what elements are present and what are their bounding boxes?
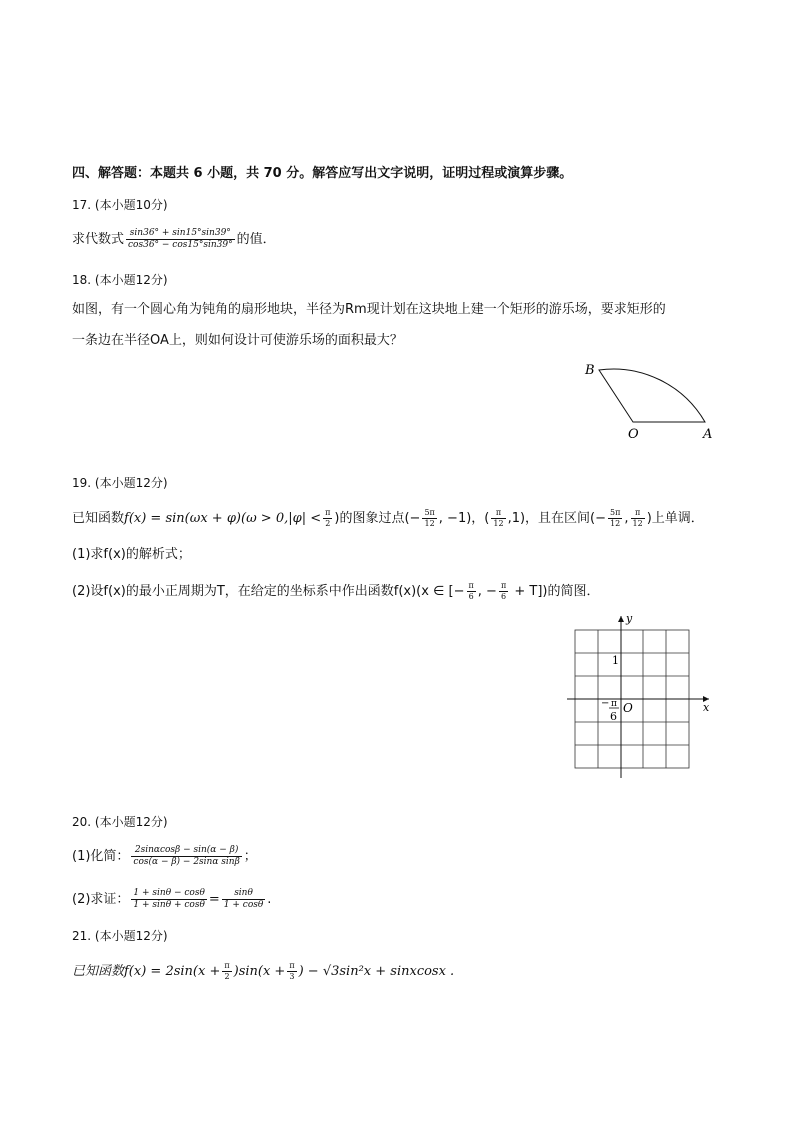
q19-frac-5pi-12b [608, 509, 622, 528]
frac-den: 2 [224, 972, 230, 981]
q20-p2-right-fraction [222, 889, 266, 910]
q19-frac-5pi-12 [422, 509, 436, 528]
frac-den: 1 + sinθ + cosθ [133, 900, 205, 910]
q18-header: 18. (本小题12分) [72, 273, 168, 287]
q17-header: 17. (本小题10分) [72, 198, 168, 212]
frac-den: 12 [424, 519, 435, 528]
q19-p2-frac-pi-6 [467, 582, 476, 601]
q19-p2-text-c: + T])的简图． [510, 584, 600, 599]
coordinate-grid [565, 610, 725, 782]
frac-num: 5π [424, 508, 435, 517]
q19-comma: , [624, 511, 629, 526]
sector-figure [575, 350, 725, 445]
frac-num: 1 + sinθ − cosθ [133, 888, 205, 898]
section-title: 四、解答题：本题共 6 小题，共 70 分。解答应写出文字说明，证明过程或演算步骤。 [72, 166, 573, 181]
q17-fraction [126, 229, 235, 250]
origin-label: O [623, 701, 633, 715]
frac-num: π [289, 961, 295, 970]
q19-part1: (1)求f(x)的解析式； [72, 547, 191, 562]
q18-line2: 一条边在半径OA上，则如何设计可使游乐场的面积最大？ [72, 333, 403, 348]
sector-shape [599, 369, 705, 422]
frac-den: 1 + cosθ [223, 900, 264, 910]
q19-text-c: , −1)，( [438, 511, 490, 526]
frac-den: 12 [493, 519, 504, 528]
q17-statement [72, 229, 276, 250]
frac-num: 2sinαcosβ − sin(α − β) [131, 846, 241, 857]
y-axis-arrow [618, 616, 624, 622]
q20-p2-prefix: (2)求证： [72, 892, 130, 907]
q19-text-e: )上单调． [646, 511, 704, 526]
frac-den: 6 [501, 592, 507, 601]
q20-p1-fraction [131, 846, 241, 867]
q21-text-c: ) − √3sin²x + sinxcosx . [298, 964, 455, 979]
q19-frac-pi-2 [323, 509, 332, 528]
q19-p2-frac-pi-6b [499, 582, 508, 601]
point-B: B [585, 363, 595, 378]
q20-p1-suffix: ； [243, 849, 257, 864]
frac-den: cos(α − β) − 2sinα sinβ [133, 857, 240, 867]
x-axis-label: x [703, 701, 710, 714]
q17-prefix: 求代数式 [72, 232, 125, 247]
q17-denominator: cos36° − cos15°sin39° [128, 240, 233, 250]
tick-label-6: 6 [610, 710, 617, 723]
frac-num: π [325, 508, 331, 517]
q21-frac-pi-2 [222, 962, 231, 981]
q19-p2-text-a: (2)设f(x)的最小正周期为T，在给定的坐标系中作出函数f(x)(x ∈ [− [72, 584, 465, 599]
frac-num: π [224, 961, 230, 970]
frac-num: π [500, 581, 507, 590]
frac-den: 12 [610, 519, 621, 528]
point-O: O [628, 427, 639, 442]
frac-den: 3 [289, 972, 295, 981]
q20-p2-left-fraction [131, 889, 206, 910]
q21-text-a: 已知函数f(x) = 2sin(x + [72, 964, 221, 979]
q19-statement [72, 509, 704, 528]
q20-part1 [72, 846, 257, 867]
q19-text-d: ,1)，且在区间(− [507, 511, 607, 526]
q19-p2-text-b: , − [477, 584, 497, 599]
q20-p1-prefix: (1)化简： [72, 849, 130, 864]
q21-statement [72, 962, 454, 981]
q20-header: 20. (本小题12分) [72, 815, 168, 829]
q21-header: 21. (本小题12分) [72, 929, 168, 943]
frac-num: π [631, 509, 645, 519]
y-axis-label: y [626, 612, 633, 625]
tick-label-pi: π [611, 699, 617, 709]
q20-part2 [72, 889, 271, 910]
tick-label-minus: − [601, 698, 610, 709]
frac-num: π [468, 581, 474, 590]
frac-den: 2 [325, 519, 331, 528]
frac-num: 5π [610, 508, 621, 517]
q19-function: f(x) = sin(ωx + φ)(ω > 0,|φ| < [124, 511, 322, 526]
tick-label-1: 1 [612, 654, 619, 667]
frac-num: π [491, 509, 505, 519]
q19-frac-pi-12b [631, 509, 645, 528]
q19-header: 19. (本小题12分) [72, 476, 168, 490]
q21-frac-pi-3 [287, 962, 296, 981]
q19-text-b: )的图象过点(− [334, 511, 421, 526]
frac-den: 12 [632, 519, 643, 528]
frac-num: sinθ [222, 889, 266, 900]
q19-frac-pi-12 [491, 509, 505, 528]
q21-text-b: )sin(x + [233, 964, 286, 979]
frac-den: 6 [468, 592, 474, 601]
point-A: A [703, 427, 713, 442]
q17-numerator: sin36° + sin15°sin39° [126, 229, 235, 240]
q19-part2 [72, 582, 599, 601]
q20-p2-suffix: . [267, 892, 272, 907]
q19-text-a: 已知函数 [72, 511, 125, 526]
q20-equals: = [208, 892, 220, 907]
q18-line1: 如图，有一个圆心角为钝角的扇形地块，半径为Rm现计划在这块地上建一个矩形的游乐场，要求矩形的 [72, 302, 666, 317]
q17-suffix: 的值． [236, 232, 276, 247]
